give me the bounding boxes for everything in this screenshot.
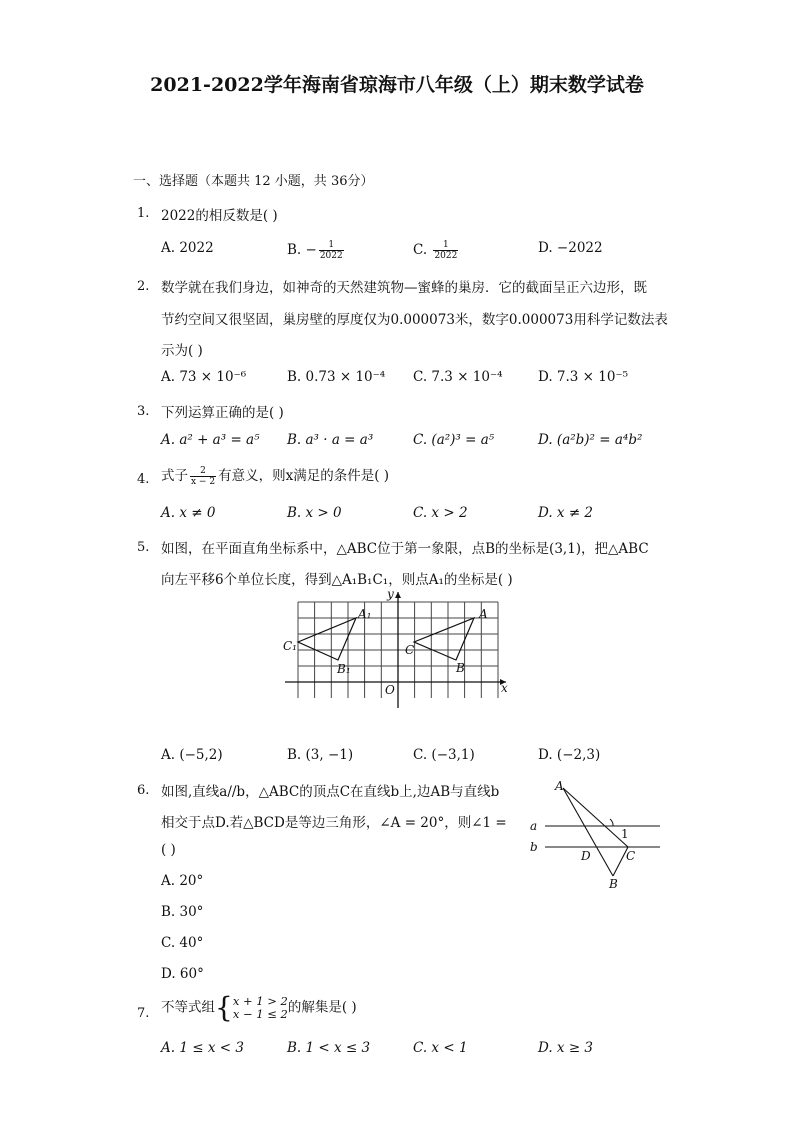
q5-y-arrow-icon	[395, 592, 401, 598]
q1-option-a: A. 2022	[161, 240, 214, 256]
q5-label-c: C	[405, 643, 415, 657]
q3-option-d: D. (a²b)² = a⁴b²	[538, 432, 643, 448]
q5-line-2: 向左平移6个单位长度，得到△A₁B₁C₁，则点A₁的坐标是( )	[161, 572, 513, 588]
q6-angle-arc-icon	[610, 819, 613, 826]
q5-number: 5.	[137, 540, 150, 555]
q5-label-a1: A₁	[358, 607, 372, 621]
q2-option-c: C. 7.3 × 10⁻⁴	[413, 369, 503, 385]
q1-option-b-fraction	[319, 240, 344, 261]
q2-number: 2.	[137, 279, 150, 294]
q1-frac-den-c: 2022	[434, 251, 458, 261]
q6-label-d: D	[581, 849, 591, 863]
q4-fraction	[190, 466, 216, 487]
q7-pre: 不等式组	[161, 999, 215, 1016]
q6-label-b: B	[609, 877, 618, 891]
q5-label-x: x	[501, 681, 508, 695]
q5-triangle-a1b1c1	[298, 618, 356, 660]
q7-option-d: D. x ≥ 3	[538, 1040, 594, 1056]
q6-line-1: 如图,直线a//b，△ABC的顶点C在直线b上,边AB与直线b	[161, 784, 500, 800]
q1-option-b	[287, 240, 346, 261]
q1-option-c-fraction	[433, 240, 458, 261]
q2-option-b: B. 0.73 × 10⁻⁴	[287, 369, 386, 385]
q5-option-d: D. (−2,3)	[538, 747, 601, 763]
q2-option-d: D. 7.3 × 10⁻⁵	[538, 369, 629, 385]
q7-option-b: B. 1 < x ≤ 3	[287, 1040, 371, 1056]
q5-label-y: y	[387, 588, 394, 601]
q4-post: 有意义，则x满足的条件是( )	[218, 468, 390, 484]
q7-text	[161, 991, 357, 1024]
q3-option-b: B. a³ · a = a³	[287, 432, 374, 448]
q4-frac-den: x − 2	[191, 477, 216, 487]
q4-option-a: A. x ≠ 0	[161, 505, 216, 521]
q2-option-a: A. 73 × 10⁻⁶	[161, 369, 247, 385]
q1-frac-den: 2022	[319, 251, 343, 261]
q4-option-d: D. x ≠ 2	[538, 505, 594, 521]
q2-line-2: 节约空间又很坚固，巢房壁的厚度仅为0.000073米，数字0.000073用科学记数法表	[161, 312, 668, 328]
q2-line-3: 示为( )	[161, 343, 203, 359]
q1-option-c-label: C.	[413, 242, 432, 258]
q1-option-c	[413, 240, 460, 261]
q2-line-1: 数学就在我们身边，如神奇的天然建筑物—蜜蜂的巢房．它的截面呈正六边形，既	[161, 280, 647, 296]
q7-option-a: A. 1 ≤ x < 3	[161, 1040, 244, 1056]
q6-option-b: B. 30°	[161, 904, 204, 920]
q6-option-d: D. 60°	[161, 966, 204, 982]
q5-label-b1: B₁	[337, 662, 351, 676]
page-title: 2021-2022学年海南省琼海市八年级（上）期末数学试卷	[150, 74, 644, 96]
q1-frac-num-c: 1	[433, 240, 458, 251]
q4-frac-num: 2	[190, 466, 216, 477]
q7-option-c: C. x < 1	[413, 1040, 468, 1056]
q5-coordinate-figure	[280, 588, 520, 713]
q4-option-c: C. x > 2	[413, 505, 468, 521]
q6-label-angle: 1	[621, 827, 629, 841]
q7-inequality-1: x + 1 > 2	[232, 994, 288, 1008]
q4-number: 4.	[137, 472, 150, 487]
q6-label-a: A	[555, 779, 564, 793]
q5-label-o: O	[385, 683, 395, 697]
q3-number: 3.	[137, 404, 150, 419]
q6-segment-ac	[563, 788, 628, 847]
q1-option-d: D. −2022	[538, 240, 603, 256]
q6-option-c: C. 40°	[161, 935, 204, 951]
q7-system	[233, 995, 288, 1021]
q5-label-c1: C₁	[283, 639, 297, 653]
q6-label-c: C	[626, 849, 636, 863]
q4-option-b: B. x > 0	[287, 505, 342, 521]
q4-pre: 式子	[161, 468, 188, 484]
q1-frac-num: 1	[319, 240, 344, 251]
q3-option-a: A. a² + a³ = a⁵	[161, 432, 260, 448]
q5-label-a: A	[479, 607, 488, 621]
q7-post: 的解集是( )	[287, 999, 357, 1016]
q6-label-line-a: a	[530, 819, 538, 833]
q3-text: 下列运算正确的是( )	[161, 405, 284, 421]
q5-option-b: B. (3, −1)	[287, 747, 354, 763]
q6-option-a: A. 20°	[161, 873, 204, 889]
q4-text	[161, 464, 389, 487]
q6-label-line-b: b	[530, 840, 538, 854]
q5-option-a: A. (−5,2)	[161, 747, 223, 763]
q5-line-1: 如图，在平面直角坐标系中，△ABC位于第一象限，点B的坐标是(3,1)，把△ABC	[161, 541, 649, 557]
q3-option-c: C. (a²)³ = a⁵	[413, 432, 495, 448]
q7-number: 7.	[137, 1006, 150, 1021]
section-heading: 一、选择题（本题共 12 小题，共 36分）	[133, 174, 374, 189]
q6-line-2: 相交于点D.若△BCD是等边三角形，∠A = 20°，则∠1 =	[161, 815, 507, 831]
q6-line-3: ( )	[161, 842, 176, 858]
q1-number: 1.	[137, 206, 150, 221]
q1-option-b-label: B. −	[287, 242, 317, 258]
q6-geometry-figure	[525, 778, 665, 893]
q7-brace-icon: {	[215, 991, 233, 1024]
q7-inequality-2: x − 1 ≤ 2	[232, 1007, 288, 1021]
q6-number: 6.	[137, 783, 150, 798]
q5-label-b: B	[456, 661, 465, 675]
q1-text: 2022的相反数是( )	[161, 208, 278, 224]
q5-option-c: C. (−3,1)	[413, 747, 475, 763]
